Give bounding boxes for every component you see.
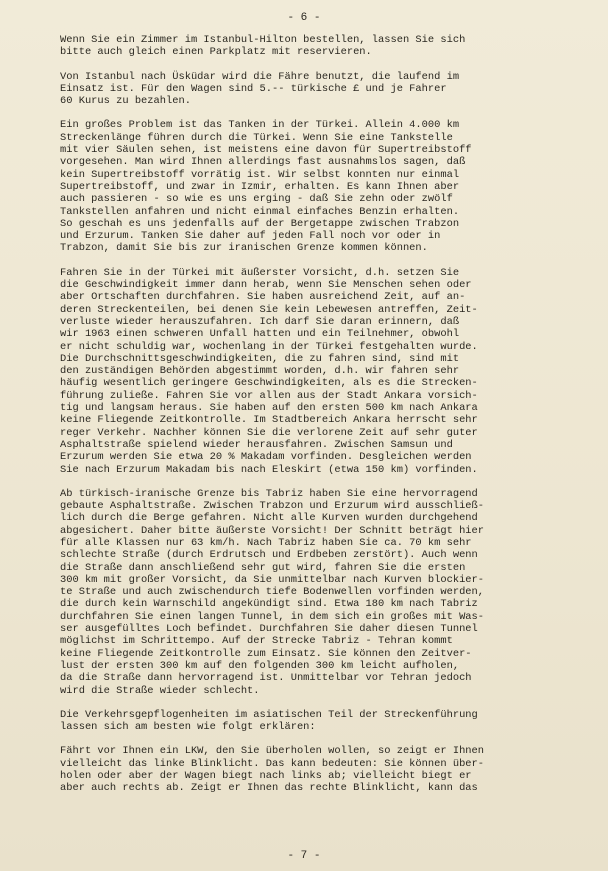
text-line: So geschah es uns jedenfalls auf der Bergetappe zwischen Trabzon [60,217,460,230]
text-line: abgesichert. Daher bitte äußerste Vorsicht! Der Schnitt beträgt hier [60,524,485,537]
text-line: den zuständigen Behörden abgestimmt worden, d.h. wir fahren sehr [60,365,460,378]
text-line: führung zuließe. Fahren Sie vor allen aus der Stadt Ankara vorsich- [60,389,478,402]
text-line: vorgesehen. Man wird Ihnen allerdings fast ausnahmslos sagen, daß [60,156,466,169]
text-line: wir 1963 einen schweren Unfall hatten und ein Teilnehmer, obwohl [60,328,460,341]
text-line: gebaute Asphaltstraße. Zwischen Trabzon und Erzurum wird ausschließ- [60,500,485,513]
paragraph [60,745,588,794]
text-line: ser ausgefülltes Loch befindet. Durchfahren Sie daher diesen Tunnel [60,623,478,636]
page-number-bottom: - 7 - [287,850,321,862]
text-line: Supertreibstoff, und zwar in Izmir, erhalten. Es kann Ihnen aber [60,180,460,193]
text-line: Streckenlänge führen durch die Türkei. Wenn Sie eine Tankstelle [60,131,453,144]
text-line: tig und langsam heraus. Sie haben auf den ersten 500 km nach Ankara [60,402,478,415]
paragraph [60,71,588,108]
text-line: mit vier Säulen sehen, ist meistens eine davon für Supertreibstoff [60,144,472,157]
text-line: wird die Straße wieder schlecht. [60,684,260,697]
text-line: die Straße dann anschließend sehr gut wird, fahren Sie die ersten [60,561,466,574]
text-line: te Straße und auch zwischendurch tiefe Bodenwellen vorfinden werden, [60,586,485,599]
text-line: vielleicht das linke Blinklicht. Das kann bedeuten: Sie können über- [60,757,485,770]
text-line: Ab türkisch-iranische Grenze bis Tabriz haben Sie eine hervorragend [60,487,478,500]
text-line: deren Streckenteilen, bei denen Sie kein Lebewesen antreffen, Zeit- [60,303,478,316]
text-line: möglichst im Schrittempo. Auf der Strecke Tabriz - Tehran kommt [60,635,453,648]
text-line: holen oder aber der Wagen biegt nach links ab; vielleicht biegt er [60,770,472,783]
text-line: lassen sich am besten wie folgt erklären: [60,721,316,734]
text-line: aber auch rechts ab. Zeigt er Ihnen das rechte Blinklicht, kann das [60,782,478,795]
text-line: für alle Klassen nur 63 km/h. Nach Tabriz haben Sie ca. 70 km sehr [60,536,472,549]
text-line: auch passieren - so wie es uns erging - daß Sie zehn oder zwölf [60,193,453,206]
text-line: reger Verkehr. Nachher können Sie die verlorene Zeit auf sehr guter [60,426,478,439]
text-line: kein Supertreibstoff vorrätig ist. Wir selbst konnten nur einmal [60,168,460,181]
text-line: Von Istanbul nach Üsküdar wird die Fähre benutzt, die laufend im [60,70,460,83]
text-line: Fährt vor Ihnen ein LKW, den Sie überholen wollen, so zeigt er Ihnen [60,745,485,758]
page-number-top: - 6 - [287,12,321,24]
text-line: Einsatz ist. Für den Wagen sind 5.-- türkische £ und je Fahrer [60,82,447,95]
text-line: Sie nach Erzurum Makadam bis nach Eleskirt (etwa 150 km) vorfinden. [60,463,478,476]
paragraph [60,34,588,59]
text-line: Tankstellen anfahren und nicht einmal einfaches Benzin erhalten. [60,205,460,218]
text-line: da die Straße dann hervorragend ist. Unmittelbar vor Tehran jedoch [60,672,472,685]
text-line: durchfahren Sie einen langen Tunnel, in dem sich ein großes mit Was- [60,610,485,623]
text-line: aber Ortschaften durchfahren. Sie haben ausreichend Zeit, auf an- [60,291,466,304]
text-line: Fahren Sie in der Türkei mit äußerster Vorsicht, d.h. setzen Sie [60,266,460,279]
document-body [60,34,588,807]
text-line: Die Durchschnittsgeschwindigkeiten, die zu fahren sind, sind mit [60,352,460,365]
text-line: Asphaltstraße spielend wieder herausfahren. Zwischen Samsun und [60,438,453,451]
text-line: er nicht schuldig war, wochenlang in der Türkei festgehalten wurde. [60,340,478,353]
text-line: und Erzurum. Tanken Sie daher auf jeden Fall noch vor oder in [60,230,441,243]
text-line: bitte auch gleich einen Parkplatz mit reservieren. [60,46,372,59]
text-line: verluste wieder herauszufahren. Ich darf Sie daran erinnern, daß [60,315,460,328]
text-line: lich durch die Berge gefahren. Nicht alle Kurven wurden durchgehend [60,512,478,525]
text-line: keine Fliegende Zeitkontrolle. Im Stadtbereich Ankara herrscht sehr [60,414,478,427]
paragraph [60,267,588,476]
paragraph [60,119,588,254]
text-line: die durch kein Warnschild angekündigt sind. Etwa 180 km nach Tabriz [60,598,478,611]
text-line: Ein großes Problem ist das Tanken in der Türkei. Allein 4.000 km [60,119,460,132]
text-line: keine Fliegende Zeitkontrolle zum Einsatz. Sie können den Zeitver- [60,647,472,660]
text-line: 60 Kurus zu bezahlen. [60,95,191,108]
text-line: Trabzon, damit Sie bis zur iranischen Grenze kommen können. [60,242,428,255]
paragraph [60,488,588,697]
text-line: Erzurum werden Sie etwa 20 % Makadam vorfinden. Desgleichen werden [60,451,472,464]
text-line: Die Verkehrsgepflogenheiten im asiatischen Teil der Streckenführung [60,708,478,721]
text-line: Wenn Sie ein Zimmer im Istanbul-Hilton bestellen, lassen Sie sich [60,34,466,46]
text-line: häufig wesentlich geringere Geschwindigkeiten, als es die Strecken- [60,377,478,390]
text-line: lust der ersten 300 km auf den folgenden 300 km leicht aufholen, [60,659,460,672]
text-line: schlechte Straße (durch Erdrutsch und Erdbeben zerstört). Auch wenn [60,549,478,562]
text-line: die Geschwindigkeit immer dann herab, wenn Sie Menschen sehen oder [60,279,472,292]
paragraph [60,709,588,734]
text-line: 300 km mit großer Vorsicht, da Sie unmittelbar nach Kurven blockier- [60,573,485,586]
